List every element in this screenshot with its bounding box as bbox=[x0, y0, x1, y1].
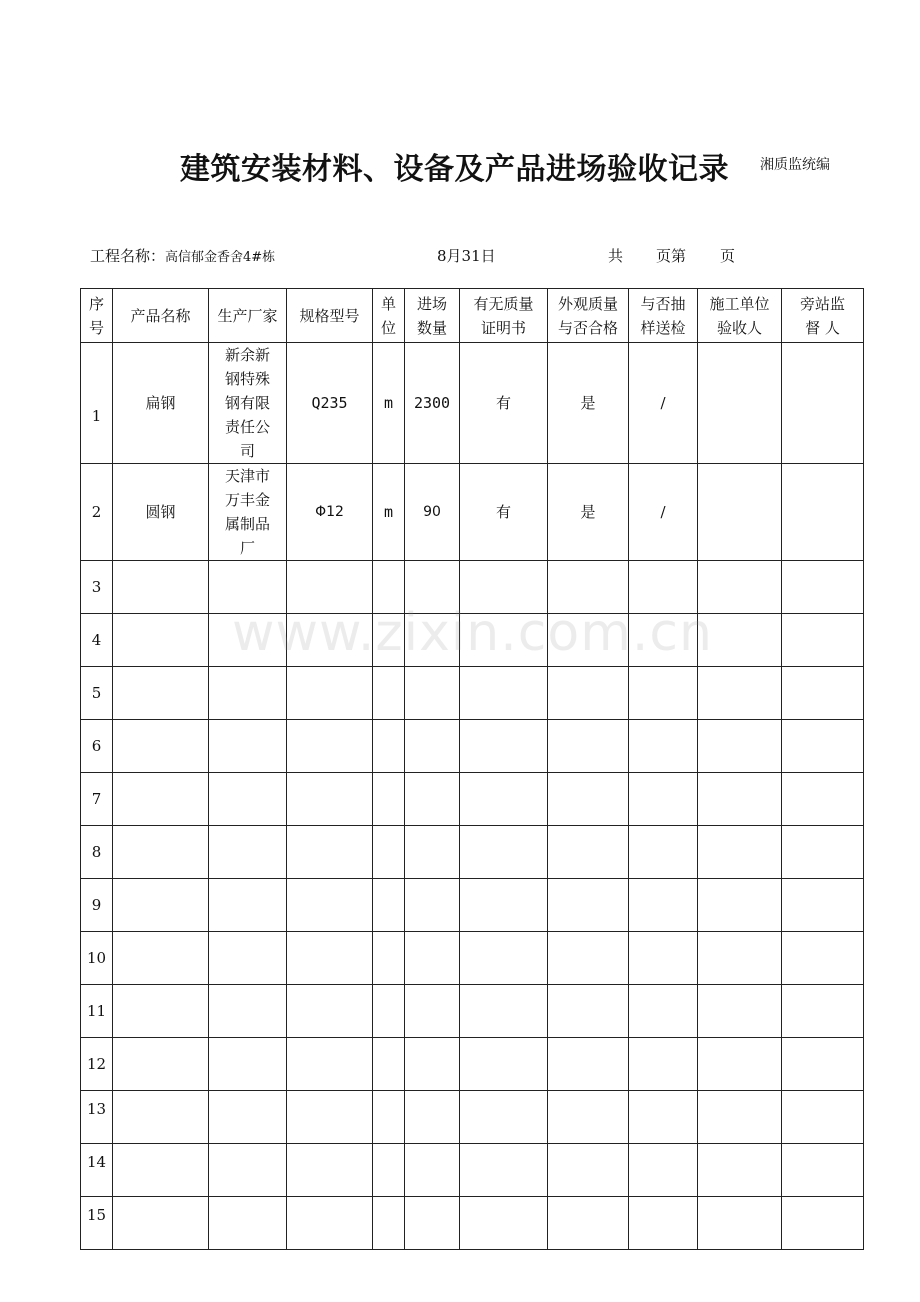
cell-spec bbox=[287, 561, 373, 614]
cell-maker bbox=[209, 1091, 287, 1144]
table-row bbox=[81, 879, 864, 932]
cell-seq: 13 bbox=[81, 1091, 113, 1144]
cell-qty bbox=[405, 1144, 460, 1197]
cell-qty bbox=[405, 826, 460, 879]
cell-seq: 3 bbox=[81, 561, 113, 614]
table-row bbox=[81, 561, 864, 614]
cell-cert bbox=[460, 1144, 548, 1197]
cell-product bbox=[113, 773, 209, 826]
cell-supervisor bbox=[782, 561, 864, 614]
cell-supervisor bbox=[782, 720, 864, 773]
cell-maker bbox=[209, 1144, 287, 1197]
table-row bbox=[81, 667, 864, 720]
header-row bbox=[81, 289, 864, 343]
cell-spec bbox=[287, 879, 373, 932]
table-row bbox=[81, 1091, 864, 1144]
cell-qty bbox=[405, 1038, 460, 1091]
table-row bbox=[81, 1038, 864, 1091]
cell-appearance bbox=[548, 561, 629, 614]
table-row bbox=[81, 1197, 864, 1250]
cell-cert bbox=[460, 1197, 548, 1250]
cell-unit bbox=[373, 667, 405, 720]
cell-sampling bbox=[629, 879, 698, 932]
cell-spec bbox=[287, 1144, 373, 1197]
cell-seq: 4 bbox=[81, 614, 113, 667]
cell-accept bbox=[698, 614, 782, 667]
cell-accept bbox=[698, 773, 782, 826]
cell-product bbox=[113, 932, 209, 985]
cell-spec bbox=[287, 667, 373, 720]
cell-accept bbox=[698, 879, 782, 932]
cell-cert: 有 bbox=[460, 343, 548, 464]
cell-product bbox=[113, 826, 209, 879]
cell-qty bbox=[405, 1197, 460, 1250]
cell-unit bbox=[373, 879, 405, 932]
cell-spec bbox=[287, 1038, 373, 1091]
cell-cert bbox=[460, 614, 548, 667]
cell-supervisor bbox=[782, 1197, 864, 1250]
cell-seq: 9 bbox=[81, 879, 113, 932]
cell-product bbox=[113, 879, 209, 932]
table-row bbox=[81, 985, 864, 1038]
cell-product bbox=[113, 1038, 209, 1091]
cell-accept bbox=[698, 1091, 782, 1144]
header-sampling: 与否抽样送检 bbox=[629, 289, 698, 343]
cell-supervisor bbox=[782, 773, 864, 826]
cell-product bbox=[113, 1197, 209, 1250]
cell-maker bbox=[209, 614, 287, 667]
cell-accept bbox=[698, 1144, 782, 1197]
table-row bbox=[81, 773, 864, 826]
header-cert: 有无质量证明书 bbox=[460, 289, 548, 343]
cell-spec: Q235 bbox=[287, 343, 373, 464]
project-line bbox=[90, 245, 275, 266]
title-note: 湘质监统编 bbox=[760, 157, 830, 173]
cell-spec bbox=[287, 1197, 373, 1250]
cell-supervisor bbox=[782, 985, 864, 1038]
cell-unit: m bbox=[373, 343, 405, 464]
cell-accept bbox=[698, 667, 782, 720]
cell-spec bbox=[287, 826, 373, 879]
cell-seq: 15 bbox=[81, 1197, 113, 1250]
cell-cert bbox=[460, 561, 548, 614]
cell-appearance bbox=[548, 985, 629, 1038]
cell-sampling: / bbox=[629, 464, 698, 561]
cell-spec bbox=[287, 720, 373, 773]
cell-accept bbox=[698, 1197, 782, 1250]
cell-seq: 8 bbox=[81, 826, 113, 879]
cell-cert bbox=[460, 773, 548, 826]
cell-product: 扁钢 bbox=[113, 343, 209, 464]
cell-cert bbox=[460, 932, 548, 985]
cell-appearance: 是 bbox=[548, 343, 629, 464]
cell-maker bbox=[209, 561, 287, 614]
total-label: 共 bbox=[608, 247, 624, 265]
cell-unit bbox=[373, 561, 405, 614]
cell-cert bbox=[460, 879, 548, 932]
header-accept: 施工单位验收人 bbox=[698, 289, 782, 343]
cell-cert bbox=[460, 1038, 548, 1091]
cell-cert bbox=[460, 720, 548, 773]
table-row bbox=[81, 343, 864, 464]
cell-product bbox=[113, 985, 209, 1038]
cell-product: 圆钢 bbox=[113, 464, 209, 561]
cell-qty bbox=[405, 879, 460, 932]
cell-supervisor bbox=[782, 932, 864, 985]
cell-appearance bbox=[548, 1144, 629, 1197]
cell-cert bbox=[460, 1091, 548, 1144]
cell-seq: 5 bbox=[81, 667, 113, 720]
cell-sampling bbox=[629, 667, 698, 720]
cell-accept bbox=[698, 826, 782, 879]
document-title: 建筑安装材料、设备及产品进场验收记录 bbox=[180, 152, 729, 187]
cell-unit: m bbox=[373, 464, 405, 561]
header-spec: 规格型号 bbox=[287, 289, 373, 343]
page-label: 页第 bbox=[656, 247, 687, 265]
cell-unit bbox=[373, 614, 405, 667]
cell-supervisor bbox=[782, 1144, 864, 1197]
page-suffix: 页 bbox=[720, 247, 736, 265]
cell-unit bbox=[373, 1197, 405, 1250]
cell-spec bbox=[287, 985, 373, 1038]
cell-product bbox=[113, 720, 209, 773]
cell-spec bbox=[287, 932, 373, 985]
date: 8月31日 bbox=[437, 247, 496, 265]
cell-qty: 90 bbox=[405, 464, 460, 561]
cell-supervisor bbox=[782, 826, 864, 879]
cell-qty bbox=[405, 614, 460, 667]
cell-seq: 1 bbox=[81, 343, 113, 464]
project-name: 高信郁金香舍4#栋 bbox=[165, 250, 276, 265]
watermark: www.zixin.com.cn bbox=[232, 603, 713, 663]
cell-appearance bbox=[548, 667, 629, 720]
cell-unit bbox=[373, 985, 405, 1038]
table-row bbox=[81, 464, 864, 561]
cell-unit bbox=[373, 826, 405, 879]
cell-product bbox=[113, 667, 209, 720]
cell-appearance bbox=[548, 614, 629, 667]
cell-unit bbox=[373, 1091, 405, 1144]
cell-supervisor bbox=[782, 1091, 864, 1144]
header-unit: 单位 bbox=[373, 289, 405, 343]
cell-sampling bbox=[629, 1091, 698, 1144]
cell-spec bbox=[287, 614, 373, 667]
cell-appearance bbox=[548, 826, 629, 879]
cell-appearance bbox=[548, 1091, 629, 1144]
header-supervisor: 旁站监督 人 bbox=[782, 289, 864, 343]
cell-sampling bbox=[629, 1038, 698, 1091]
cell-cert bbox=[460, 826, 548, 879]
cell-qty: 2300 bbox=[405, 343, 460, 464]
cell-product bbox=[113, 1091, 209, 1144]
cell-supervisor bbox=[782, 1038, 864, 1091]
cell-unit bbox=[373, 720, 405, 773]
cell-accept bbox=[698, 932, 782, 985]
cell-supervisor bbox=[782, 464, 864, 561]
cell-sampling bbox=[629, 1144, 698, 1197]
cell-sampling bbox=[629, 1197, 698, 1250]
cell-unit bbox=[373, 1038, 405, 1091]
cell-sampling bbox=[629, 773, 698, 826]
cell-appearance bbox=[548, 932, 629, 985]
table-row bbox=[81, 932, 864, 985]
cell-seq: 6 bbox=[81, 720, 113, 773]
table-row bbox=[81, 614, 864, 667]
cell-spec: Φ12 bbox=[287, 464, 373, 561]
cell-qty bbox=[405, 773, 460, 826]
cell-maker bbox=[209, 1038, 287, 1091]
cell-product bbox=[113, 614, 209, 667]
cell-maker bbox=[209, 667, 287, 720]
cell-spec bbox=[287, 773, 373, 826]
cell-seq: 10 bbox=[81, 932, 113, 985]
header-product: 产品名称 bbox=[113, 289, 209, 343]
cell-supervisor bbox=[782, 614, 864, 667]
cell-supervisor bbox=[782, 343, 864, 464]
cell-accept bbox=[698, 343, 782, 464]
cell-spec bbox=[287, 1091, 373, 1144]
cell-sampling bbox=[629, 614, 698, 667]
header-appearance: 外观质量与否合格 bbox=[548, 289, 629, 343]
cell-appearance bbox=[548, 1038, 629, 1091]
cell-appearance bbox=[548, 773, 629, 826]
cell-sampling bbox=[629, 985, 698, 1038]
table-row bbox=[81, 720, 864, 773]
cell-seq: 12 bbox=[81, 1038, 113, 1091]
cell-appearance bbox=[548, 1197, 629, 1250]
header-maker: 生产厂家 bbox=[209, 289, 287, 343]
table-row bbox=[81, 826, 864, 879]
page-count-line bbox=[608, 245, 735, 266]
cell-maker bbox=[209, 720, 287, 773]
cell-product bbox=[113, 1144, 209, 1197]
cell-cert: 有 bbox=[460, 464, 548, 561]
cell-seq: 11 bbox=[81, 985, 113, 1038]
header-seq: 序号 bbox=[81, 289, 113, 343]
cell-accept bbox=[698, 720, 782, 773]
cell-sampling bbox=[629, 561, 698, 614]
cell-accept bbox=[698, 561, 782, 614]
cell-maker bbox=[209, 826, 287, 879]
cell-maker bbox=[209, 773, 287, 826]
cell-maker bbox=[209, 932, 287, 985]
cell-appearance bbox=[548, 879, 629, 932]
cell-sampling bbox=[629, 932, 698, 985]
cell-product bbox=[113, 561, 209, 614]
cell-maker bbox=[209, 985, 287, 1038]
cell-unit bbox=[373, 1144, 405, 1197]
cell-seq: 14 bbox=[81, 1144, 113, 1197]
cell-accept bbox=[698, 464, 782, 561]
cell-maker bbox=[209, 879, 287, 932]
cell-appearance: 是 bbox=[548, 464, 629, 561]
project-label: 工程名称： bbox=[90, 247, 166, 265]
records-table bbox=[80, 288, 864, 1250]
cell-accept bbox=[698, 1038, 782, 1091]
cell-qty bbox=[405, 1091, 460, 1144]
cell-sampling bbox=[629, 826, 698, 879]
cell-sampling: / bbox=[629, 343, 698, 464]
cell-cert bbox=[460, 667, 548, 720]
cell-sampling bbox=[629, 720, 698, 773]
cell-seq: 2 bbox=[81, 464, 113, 561]
cell-qty bbox=[405, 561, 460, 614]
cell-qty bbox=[405, 667, 460, 720]
cell-qty bbox=[405, 720, 460, 773]
cell-supervisor bbox=[782, 667, 864, 720]
cell-appearance bbox=[548, 720, 629, 773]
cell-qty bbox=[405, 985, 460, 1038]
cell-unit bbox=[373, 773, 405, 826]
cell-maker: 天津市万丰金属制品厂 bbox=[209, 464, 287, 561]
cell-maker bbox=[209, 1197, 287, 1250]
cell-cert bbox=[460, 985, 548, 1038]
cell-unit bbox=[373, 932, 405, 985]
cell-qty bbox=[405, 932, 460, 985]
cell-maker: 新余新钢特殊钢有限责任公司 bbox=[209, 343, 287, 464]
header-qty: 进场数量 bbox=[405, 289, 460, 343]
cell-seq: 7 bbox=[81, 773, 113, 826]
table-row bbox=[81, 1144, 864, 1197]
cell-supervisor bbox=[782, 879, 864, 932]
cell-accept bbox=[698, 985, 782, 1038]
